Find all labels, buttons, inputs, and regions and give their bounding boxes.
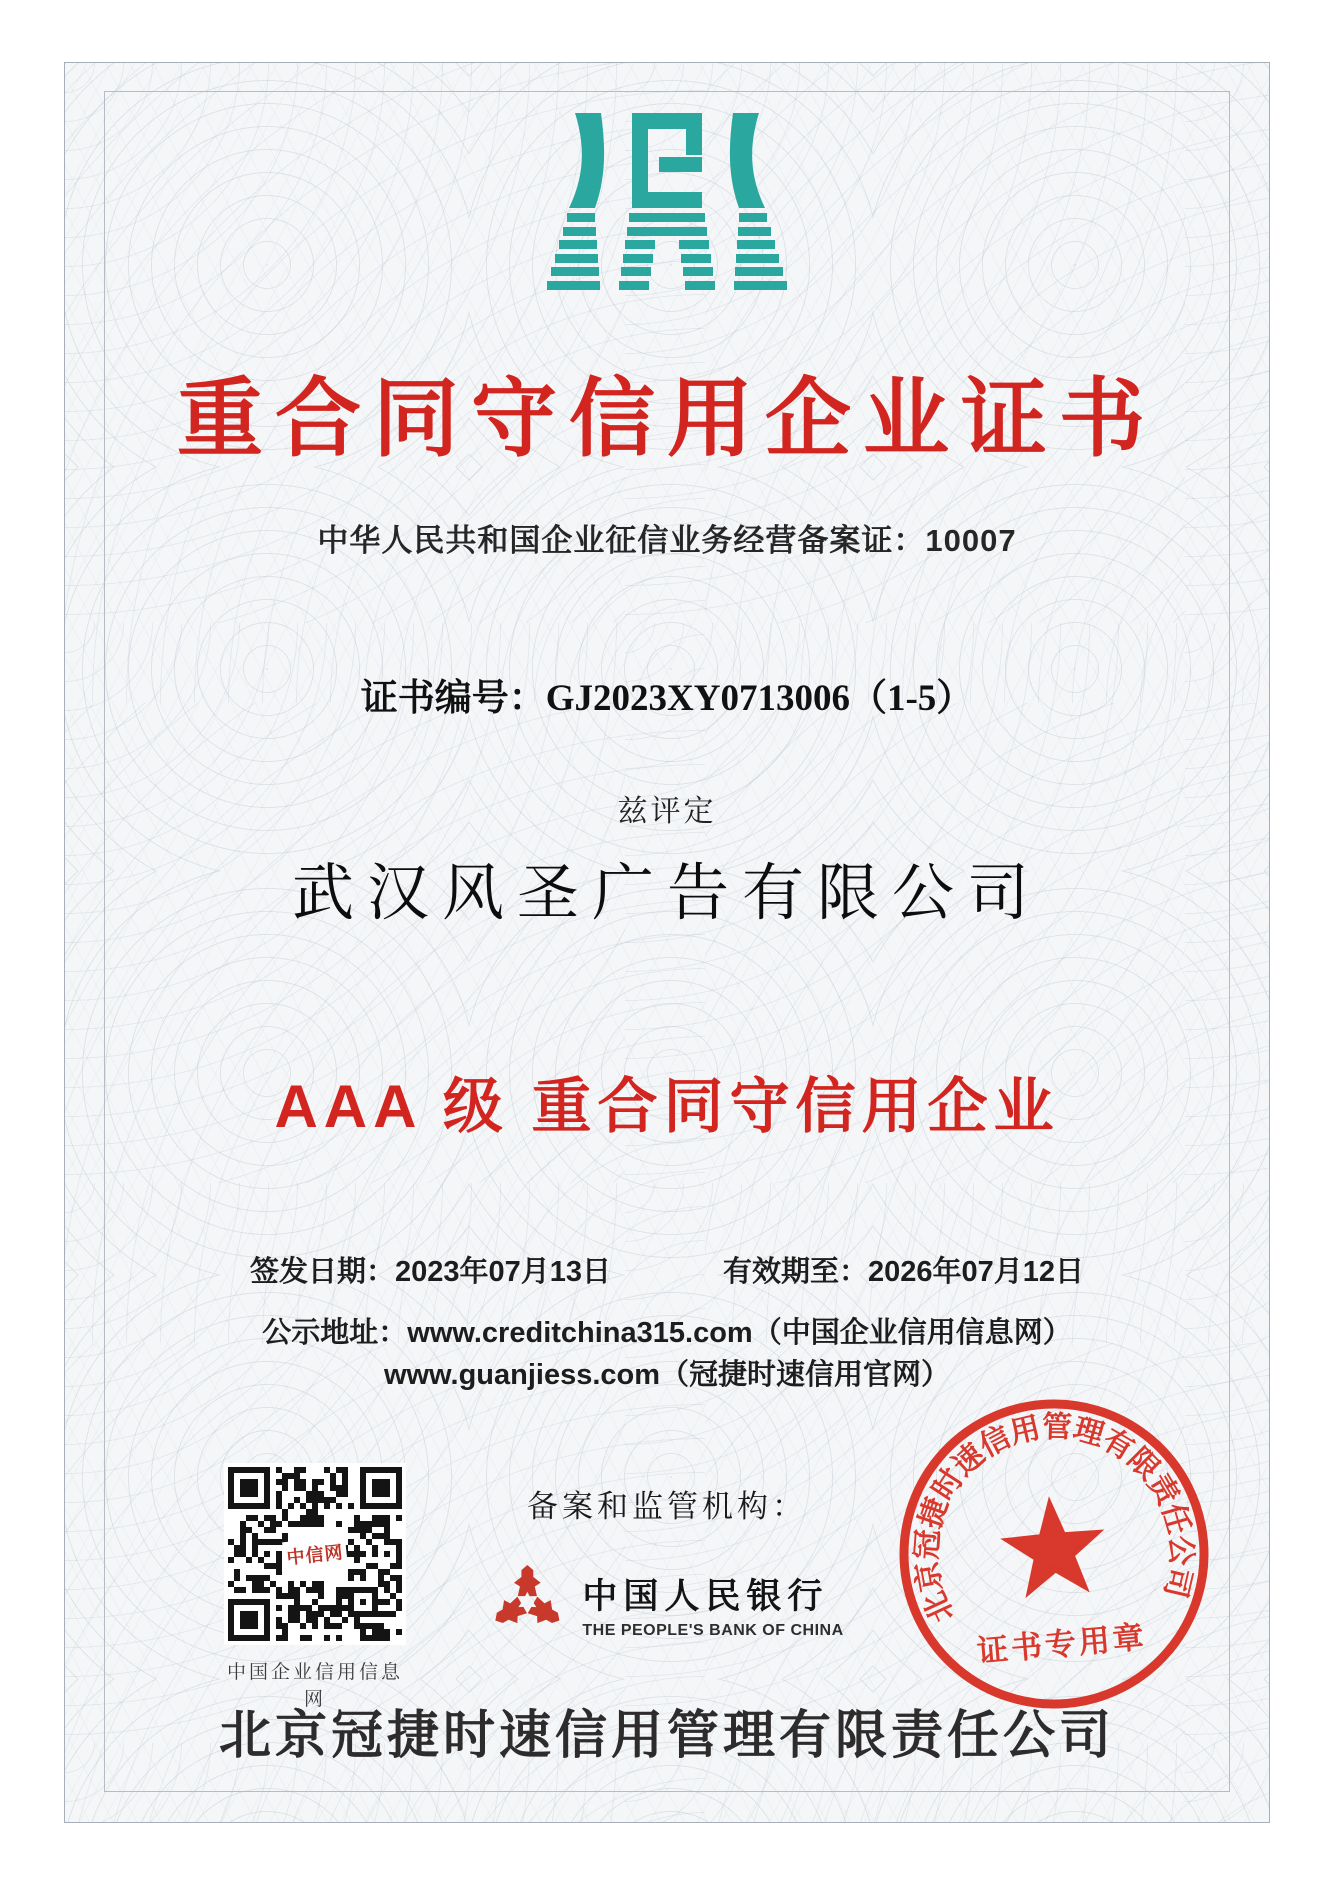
certificate-sheet: [64, 62, 1270, 1823]
valid-until: [723, 1249, 1084, 1290]
evaluation-intro: 兹评定: [617, 795, 717, 828]
seal-star-icon: [997, 1492, 1110, 1600]
regulator-block: [490, 1481, 843, 1647]
bank-row: [490, 1562, 843, 1647]
valid-until-label: 有效期至：: [723, 1256, 869, 1288]
valid-until-value: 2026年07月12日: [868, 1256, 1085, 1288]
certificate-number-label: 证书编号：: [360, 678, 546, 719]
bank-names: [582, 1569, 843, 1640]
pboc-name-cn: 中国人民银行: [582, 1577, 829, 1616]
publicity-address-1: [65, 1310, 1269, 1351]
certificate-subtitle: 中华人民共和国企业征信业务经营备案证：10007: [317, 523, 1017, 558]
pboc-name-en: THE PEOPLE'S BANK OF CHINA: [582, 1622, 844, 1639]
publicity-label: 公示地址：: [262, 1317, 408, 1349]
issuer-company: 北京冠捷时速信用管理有限责任公司: [218, 1707, 1115, 1765]
publicity-url-1: www.creditchina315.com（中国企业信用信息网）: [407, 1317, 1072, 1349]
company-name: 武汉风圣广告有限公司: [291, 860, 1042, 928]
dates-row: [65, 1249, 1269, 1290]
rating-line: AAA 级 重合同守信用企业: [274, 1073, 1060, 1140]
pboc-emblem-icon: [490, 1562, 564, 1647]
issuer-logo-icon: [517, 113, 817, 300]
seal-type-text: 证书专用章: [975, 1619, 1149, 1669]
official-seal: [877, 1377, 1230, 1730]
qr-center-label: 中信网: [282, 1536, 348, 1572]
issue-date-value: 2023年07月13日: [394, 1256, 611, 1288]
qr-caption: 中国企业信用信息网: [226, 1662, 403, 1710]
certificate-number: [65, 667, 1269, 721]
issue-date: [250, 1249, 611, 1290]
certificate-number-value: GJ2023XY0713006（1-5）: [545, 678, 974, 719]
certificate-title: 重合同守信用企业证书: [177, 371, 1157, 467]
regulator-heading: 备案和监管机构：: [526, 1489, 807, 1524]
seal-ring-text: 北京冠捷时速信用管理有限责任公司: [910, 1410, 1198, 1628]
issue-date-label: 签发日期：: [249, 1256, 395, 1288]
qr-code: [224, 1463, 406, 1645]
publicity-address-2: www.guanjiess.com（冠捷时速信用官网）: [383, 1359, 951, 1391]
qr-block: [217, 1463, 413, 1711]
